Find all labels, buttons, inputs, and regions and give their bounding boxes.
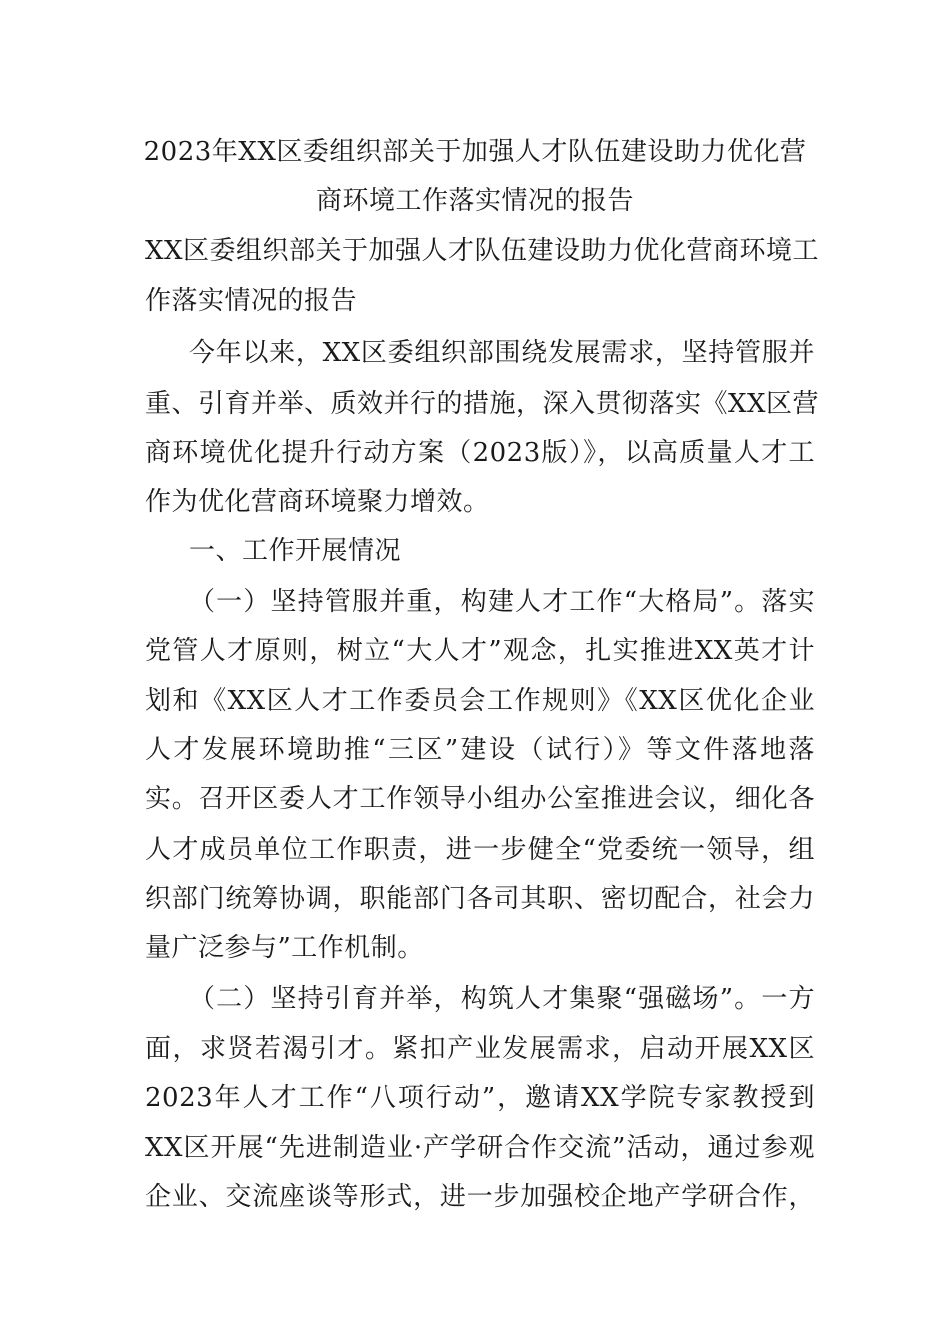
paragraph-line: 重、引育并举、质效并行的措施，深入贯彻落实《XX区营 — [145, 389, 820, 419]
document-title-line-2: 商环境工作落实情况的报告 — [315, 186, 634, 216]
document-title-line-1: 2023年XX区委组织部关于加强人才队伍建设助力优化营 — [143, 137, 807, 167]
paragraph-line: 2023年人才工作“八项行动”，邀请XX学院专家教授到 — [145, 1083, 815, 1113]
paragraph-line: （一）坚持管服并重，构建人才工作“大格局”。落实 — [189, 587, 815, 617]
paragraph-line: 实。召开区委人才工作领导小组办公室推进会议，细化各 — [145, 784, 815, 814]
paragraph-line: 面，求贤若渴引才。紧扣产业发展需求，启动开展XX区 — [145, 1034, 815, 1064]
paragraph-line: 人才成员单位工作职责，进一步健全“党委统一领导，组 — [145, 835, 815, 865]
paragraph-line: 量广泛参与”工作机制。 — [145, 933, 424, 963]
section-heading: 一、工作开展情况 — [189, 536, 402, 566]
document-subtitle-line-2: 作落实情况的报告 — [145, 286, 358, 316]
paragraph-line: 织部门统筹协调，职能部门各司其职、密切配合，社会力 — [145, 884, 815, 914]
paragraph-line: （二）坚持引育并举，构筑人才集聚“强磁场”。一方 — [189, 984, 815, 1014]
paragraph-line: 今年以来，XX区委组织部围绕发展需求，坚持管服并 — [189, 338, 815, 368]
paragraph-line: 人才发展环境助推“三区”建设（试行）》等文件落地落 — [145, 735, 815, 765]
paragraph-line: 商环境优化提升行动方案（2023版）》，以高质量人才工 — [145, 438, 815, 468]
paragraph-line: 党管人才原则，树立“大人才”观念，扎实推进XX英才计 — [145, 636, 815, 666]
paragraph-line: XX区开展“先进制造业·产学研合作交流”活动，通过参观 — [145, 1133, 815, 1163]
paragraph-line: 企业、交流座谈等形式，进一步加强校企地产学研合作， — [145, 1182, 815, 1212]
paragraph-line: 作为优化营商环境聚力增效。 — [145, 487, 490, 517]
document-subtitle-line-1: XX区委组织部关于加强人才队伍建设助力优化营商环境工 — [145, 236, 820, 266]
paragraph-line: 划和《XX区人才工作委员会工作规则》《XX区优化企业 — [145, 686, 815, 716]
